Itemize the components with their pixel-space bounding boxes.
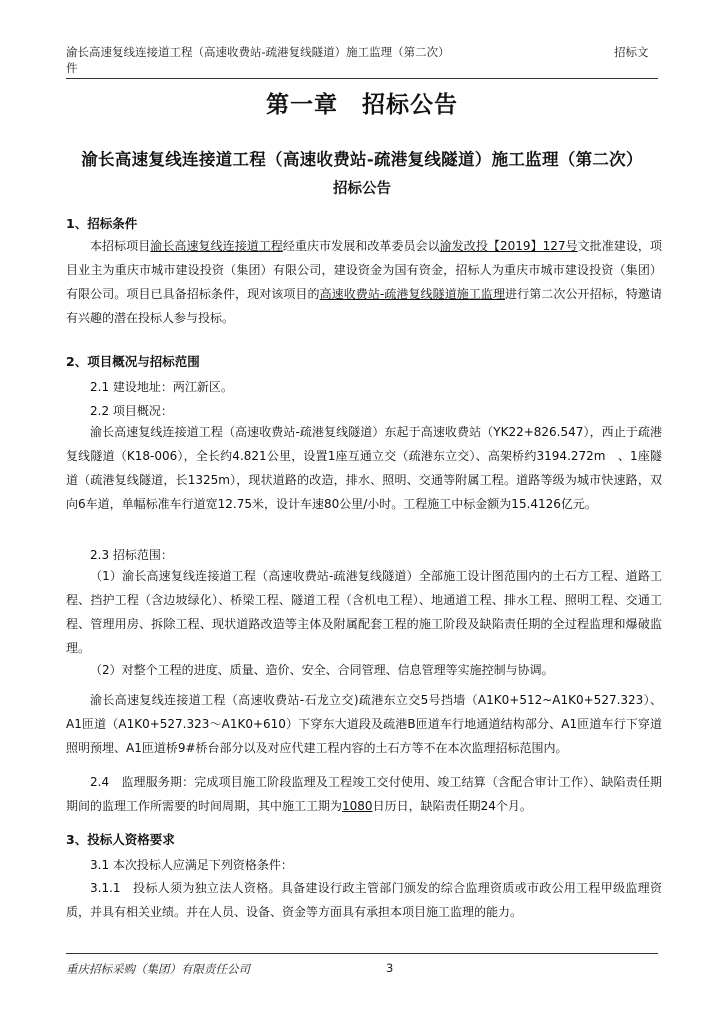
text-run: 文批准建设，项目业主为重庆市城市建设投资（集团）有限公司，建设资金为国有资金，招标人为重庆市城市建设投资（集团）有限公司。项目已具备招标条件，现对该项目的 — [66, 239, 662, 301]
footer-company: 重庆招标采购（集团）有限责任公司 — [66, 962, 250, 976]
paragraph-bidding-conditions — [66, 234, 662, 330]
construction-days: 1080 — [342, 799, 373, 813]
notice-title: 渝长高速复线连接道工程（高速收费站-疏港复线隧道）施工监理（第二次） — [81, 150, 643, 169]
section-heading-3: 3、投标人资格要求 — [66, 832, 175, 847]
header-title-line1: 渝长高速复线连接道工程（高速收费站-疏港复线隧道）施工监理（第二次） — [66, 45, 450, 59]
paragraph-service-period — [66, 770, 662, 818]
paragraph-project-overview: 渝长高速复线连接道工程（高速收费站-疏港复线隧道）东起于高速收费站（YK22+826.547），西止于疏港复线隧道（K18-006），全长约4.821公里，设置1座互通立交（疏港东立交）、高架桥约3194.272m 、1座隧道（疏港复线隧道，长1325m），现状道路的改造，排水、照明、交通等附属工程。道路等级为城市快速路，双向6车道，单幅标准车行道宽12.75米，设计车速80公里/小时。工程施工中标金额为15.4126亿元。 — [66, 425, 662, 511]
section-heading-1: 1、招标条件 — [66, 216, 138, 231]
project-overview-label: 2.2 项目概况： — [90, 404, 173, 418]
approval-number: 渝发改投【2019】127号 — [439, 239, 578, 253]
header-title-line2: 件 — [66, 61, 78, 75]
text-run: 经重庆市发展和改革委员会以 — [282, 239, 440, 253]
bid-scope-label: 2.3 招标范围： — [90, 548, 173, 562]
paragraph-scope-2: （2）对整个工程的进度、质量、造价、安全、合同管理、信息管理等实施控制与协调。 — [90, 663, 554, 677]
chapter-title: 第一章 招标公告 — [266, 91, 458, 118]
text-run: 本招标项目 — [90, 239, 151, 253]
running-header-title — [66, 44, 626, 76]
running-header-doctype: 招标文 — [614, 45, 649, 59]
construction-site: 2.1 建设地址：两江新区。 — [90, 380, 233, 394]
notice-subtitle: 招标公告 — [333, 180, 391, 197]
page-number: 3 — [386, 961, 394, 975]
qualification-intro: 3.1 本次投标人应满足下列资格条件： — [90, 858, 293, 872]
paragraph-scope-1: （1）渝长高速复线连接道工程（高速收费站-疏港复线隧道）全部施工设计图范围内的土石方工程、道路工程、挡护工程（含边坡绿化）、桥梁工程、隧道工程（含机电工程）、地通道工程、排水工程、照明工程、交通工程、管理用房、拆除工程、现状道路改造等主体及附属配套工程的施工阶段及缺陷责任期的全过程监理和爆破监理。 — [66, 569, 662, 655]
text-run: 日历日，缺陷责任期24个月。 — [372, 799, 532, 813]
section-heading-2: 2、项目概况与招标范围 — [66, 354, 200, 369]
header-divider — [66, 78, 658, 79]
text-run: 2.4 监理服务期：完成项目施工阶段监理及工程竣工交付使用、竣工结算（含配合审计工作）、缺陷责任期期间的监理工作所需要的时间周期，其中施工工期为 — [66, 775, 662, 813]
bid-scope-name: 高速收费站-疏港复线隧道施工监理 — [319, 287, 506, 301]
paragraph-qualification-3-1-1: 3.1.1 投标人须为独立法人资格。具备建设行政主管部门颁发的综合监理资质或市政公用工程甲级监理资质，并具有相关业绩。并在人员、设备、资金等方面具有承担本项目施工监理的能力。 — [66, 881, 662, 919]
paragraph-scope-exclusion: 渝长高速复线连接道工程（高速收费站-石龙立交)疏港东立交5号挡墙（A1K0+512~A1K0+527.323）、A1匝道（A1K0+527.323～A1K0+610）下穿东大道段及疏港B匝道车行地通道结构部分、A1匝道车行下穿道照明预埋、A1匝道桥9#桥台部分以及对应代建工程内容的土石方等不在本次监理招标范围内。 — [66, 693, 662, 755]
project-name: 渝长高速复线连接道工程 — [150, 239, 283, 253]
footer-divider — [66, 953, 658, 954]
text-run: 进行第二次公开招标，特邀请有兴趣的潜在投标人参与投标。 — [66, 287, 662, 325]
